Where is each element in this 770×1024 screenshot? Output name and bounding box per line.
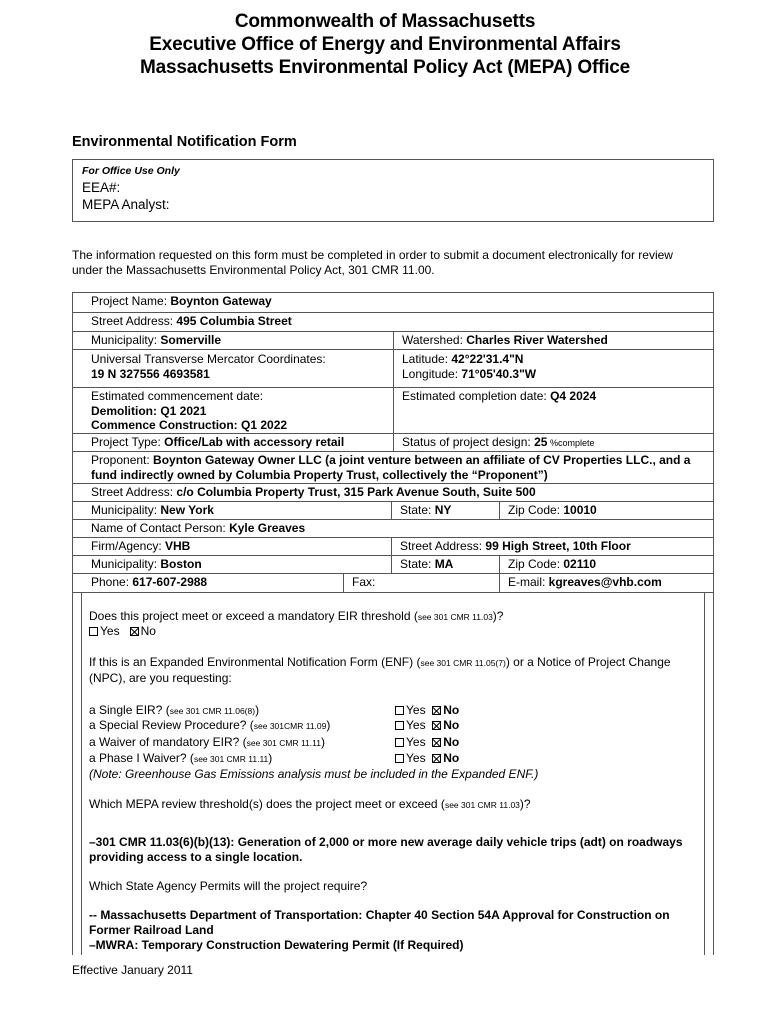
checkbox-icon[interactable] [395,738,404,747]
fax-field[interactable]: Fax: [343,574,501,592]
completion-date-field[interactable]: Estimated completion date: Q4 2024 [393,388,713,433]
watershed-field[interactable]: Watershed: Charles River Watershed [393,332,713,349]
design-status-field[interactable]: Status of project design: 25 %complete [393,434,713,451]
header-line-2: Executive Office of Energy and Environmental Affairs [149,34,621,55]
row-contact-location [73,555,713,573]
request-single-eir: a Single EIR? (see 301 CMR 11.06(8)) Yes No [89,703,460,717]
row-type-status [73,433,713,451]
proponent-street-field[interactable]: Street Address: c/o Columbia Property Trust, 315 Park Avenue South, Suite 500 [91,485,536,499]
contact-name-field[interactable]: Name of Contact Person: Kyle Greaves [91,521,306,535]
office-use-label: For Office Use Only [82,165,180,177]
eea-number-field[interactable]: EEA#: [82,180,121,195]
contact-municipality-field[interactable]: Municipality: Boston [91,557,202,571]
checkbox-icon[interactable] [395,754,404,763]
project-type-field[interactable]: Project Type: Office/Lab with accessory retail [91,435,345,449]
form-title: Environmental Notification Form [72,134,297,150]
utm-field[interactable]: Universal Transverse Mercator Coordinates: 19 N 327556 4693581 [91,352,326,381]
proponent-zip-field[interactable]: Zip Code: 10010 [499,502,713,519]
checkbox-icon[interactable] [395,721,404,730]
contact-state-field[interactable]: State: MA [391,556,501,573]
state-permits-answer-2[interactable]: –MWRA: Temporary Construction Dewatering Permit (If Required) [89,938,464,952]
contact-street-field[interactable]: Street Address: 99 High Street, 10th Floor [391,538,713,555]
questions-section [72,593,714,955]
email-field[interactable]: E-mail: kgreaves@vhb.com [499,574,713,592]
project-name-field[interactable]: Project Name: Boynton Gateway [91,294,272,308]
header-line-3: Massachusetts Environmental Policy Act (MEPA) Office [139,57,631,78]
office-use-box [72,159,714,222]
checked-checkbox-icon[interactable] [432,706,441,715]
proponent-municipality-field[interactable]: Municipality: New York [91,503,214,517]
expanded-enf-question: If this is an Expanded Environmental Notification Form (ENF) (see 301 CMR 11.05(7)) or a Notice of Project Change (NPC), are you requesting: [89,655,671,685]
row-municipality-watershed [73,331,713,349]
mepa-analyst-field[interactable]: MEPA Analyst: [82,197,170,212]
row-project-name [73,293,713,312]
proponent-state-field[interactable]: State: NY [391,502,501,519]
row-dates [73,387,713,433]
mepa-threshold-question: Which MEPA review threshold(s) does the project meet or exceed (see 301 CMR 11.03)? [89,797,531,811]
row-contact-name [73,519,713,537]
checkbox-icon[interactable] [89,627,98,636]
state-permits-answer-1[interactable]: -- Massachusetts Department of Transportation: Chapter 40 Section 54A Approval for Construction on Former Railroad Land [89,908,670,937]
request-phase-one-waiver: a Phase I Waiver? (see 301 CMR 11.11) Yes No [89,751,460,765]
project-street-field[interactable]: Street Address: 495 Columbia Street [91,314,292,328]
header-line-1: Commonwealth of Massachusetts [234,11,536,32]
checked-checkbox-icon[interactable] [432,721,441,730]
phone-field[interactable]: Phone: 617-607-2988 [91,575,208,589]
row-phone-fax-email [73,573,713,592]
intro-text: The information requested on this form must be completed in order to submit a document electronically for review under the Massachusetts Environmental Policy Act, 301 CMR 11.00. [72,248,673,277]
eir-threshold-answer: Yes No [89,624,704,639]
eir-threshold-question: Does this project meet or exceed a mandatory EIR threshold (see 301 CMR 11.03)? [89,609,504,623]
row-proponent [73,451,713,483]
firm-agency-field[interactable]: Firm/Agency: VHB [91,539,191,553]
row-proponent-location [73,501,713,519]
mepa-threshold-answer[interactable]: –301 CMR 11.03(6)(b)(13): Generation of 2,000 or more new average daily vehicle trips (adt) on roadways providing access to a single location. [89,835,683,864]
project-municipality-field[interactable]: Municipality: Somerville [91,333,222,347]
request-special-review: a Special Review Procedure? (see 301CMR 11.09) Yes No [89,718,460,732]
request-waiver-eir: a Waiver of mandatory EIR? (see 301 CMR 11.11) Yes No [89,735,460,749]
proponent-field[interactable]: Proponent: Boynton Gateway Owner LLC (a joint venture between an affiliate of CV Properties LLC., and a fund indirectly owned by Columbia Property Trust, collectively the “Proponent”) [91,453,691,482]
checked-checkbox-icon[interactable] [130,627,139,636]
contact-zip-field[interactable]: Zip Code: 02110 [499,556,713,573]
row-project-street [73,312,713,331]
checked-checkbox-icon[interactable] [432,738,441,747]
ghg-note: (Note: Greenhouse Gas Emissions analysis must be included in the Expanded ENF.) [89,767,539,781]
project-info-table [72,292,714,593]
row-firm-street [73,537,713,555]
commencement-date-field[interactable]: Estimated commencement date: Demolition: Q1 2021 Commence Construction: Q1 2022 [91,389,288,432]
state-permits-question: Which State Agency Permits will the project require? [89,879,368,893]
footer-effective-date: Effective January 2011 [72,963,193,977]
checkbox-icon[interactable] [395,706,404,715]
document-header [0,10,770,79]
row-coordinates [73,349,713,387]
lat-lon-field[interactable]: Latitude: 42°22'31.4"N Longitude: 71°05'40.3"W [393,350,713,387]
row-proponent-street [73,483,713,501]
checked-checkbox-icon[interactable] [432,754,441,763]
